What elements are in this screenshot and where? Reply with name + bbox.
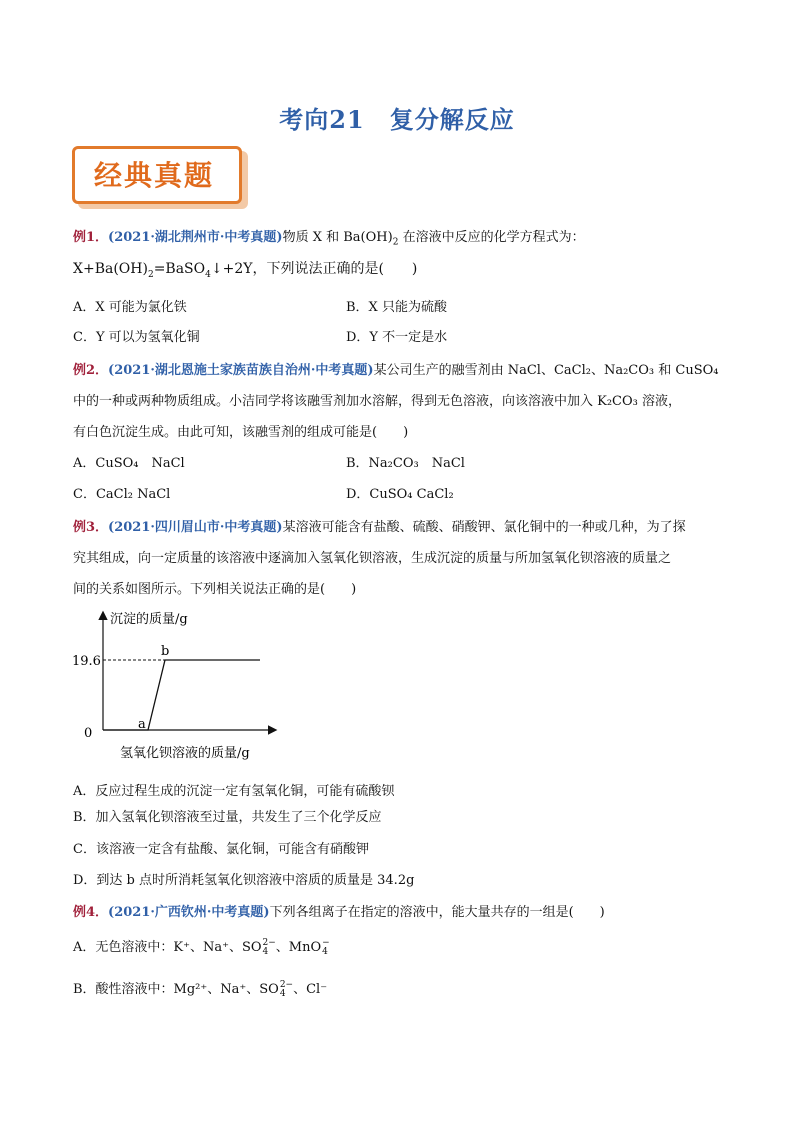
q1-text: 物质 X 和 Ba(OH) (282, 230, 393, 245)
q4-label: 例4． (73, 905, 109, 920)
q3-label: 例3． (73, 520, 109, 535)
q2-option-d[interactable]: D．CuSO₄ CaCl₂ (346, 487, 454, 502)
q4-text: 下列各组离子在指定的溶液中，能大量共存的一组是( ) (269, 905, 605, 920)
q1-option-b[interactable]: B．X 只能为硫酸 (346, 300, 447, 315)
origin-label: 0 (84, 726, 93, 741)
page-title: 考向21 复分解反应 (279, 105, 515, 134)
precipitate-chart (70, 605, 290, 765)
x-axis-label: 氢氧化钡溶液的质量/g (120, 746, 250, 761)
q4b-ion (280, 981, 293, 999)
q1-label: 例1． (73, 230, 109, 245)
q1-option-a[interactable]: A．X 可能为氯化铁 (73, 300, 187, 315)
eq-part-b: =BaSO (153, 261, 206, 277)
q4a-ion2 (322, 939, 330, 957)
q2-option-b[interactable]: B．Na₂CO₃ NaCl (346, 456, 465, 471)
q4a-sup2: − (322, 937, 330, 948)
q1-source: (2021·湖北荆州市·中考真题) (108, 230, 283, 245)
q4a-sub: 4 (262, 946, 269, 957)
q4a-mid: 、MnO (275, 940, 322, 955)
eq-sub-2: 4 (205, 269, 211, 280)
q1-text-b: 在溶液中反应的化学方程式为： (398, 230, 585, 245)
q3-source: (2021·四川眉山市·中考真题) (108, 520, 283, 535)
banner-text: 经典真题 (93, 159, 214, 192)
point-b-label: b (161, 644, 170, 659)
q3-option-c[interactable]: C．该溶液一定含有盐酸、氯化铜，可能含有硝酸钾 (73, 842, 369, 857)
q4-option-b[interactable] (73, 980, 327, 1000)
q1-equation (73, 257, 723, 288)
q4b-post: 、Cl⁻ (293, 982, 328, 997)
eq-part-a: X+Ba(OH) (73, 261, 148, 277)
q2-line1: 某公司生产的融雪剂由 NaCl、CaCl₂、Na₂CO₃ 和 CuSO₄ (373, 363, 719, 378)
q4-option-a[interactable] (73, 938, 330, 958)
q2-label: 例2． (73, 363, 109, 378)
q3-option-b[interactable]: B．加入氢氧化钡溶液至过量，共发生了三个化学反应 (73, 810, 382, 825)
q4b-text: B．酸性溶液中：Mg²⁺、Na⁺、SO (73, 982, 279, 997)
q4a-ion (263, 939, 276, 957)
q2-source: (2021·湖北恩施土家族苗族自治州·中考真题) (108, 363, 374, 378)
q4a-sub2: 4 (322, 946, 328, 957)
section-banner (72, 146, 250, 204)
q1-option-d[interactable]: D．Y 不一定是水 (346, 330, 448, 345)
eq-part-c: ↓+2Y，下列说法正确的是( ) (210, 261, 418, 277)
q2-option-c[interactable]: C．CaCl₂ NaCl (73, 487, 171, 502)
q2-option-a[interactable]: A．CuSO₄ NaCl (73, 456, 185, 471)
y-axis-label: 沉淀的质量/g (110, 612, 188, 627)
y-tick-label: 19.6 (72, 654, 101, 669)
q3-line1: 某溶液可能含有盐酸、硫酸、硝酸钾、氯化铜中的一种或几种，为了探 (282, 520, 686, 535)
question-3 (73, 515, 723, 540)
question-4 (73, 900, 723, 925)
q4a-sup: 2− (262, 937, 276, 948)
data-line (103, 660, 260, 730)
q2-line2: 中的一种或两种物质组成。小洁同学将该融雪剂加水溶解，得到无色溶液，向该溶液中加入 K₂CO₃ 溶液， (73, 394, 682, 409)
question-1 (73, 225, 723, 256)
eq-sub-1: 2 (147, 269, 154, 280)
q4b-sub: 4 (279, 988, 286, 999)
q1-sub: 2 (392, 237, 399, 248)
point-a-label: a (138, 717, 146, 732)
q3-line2: 究其组成，向一定质量的该溶液中逐滴加入氢氧化钡溶液，生成沉淀的质量与所加氢氧化钡溶液的质量之 (73, 551, 672, 566)
q2-line3: 有白色沉淀生成。由此可知，该融雪剂的组成可能是( ) (73, 425, 409, 440)
q3-line3: 间的关系如图所示。下列相关说法正确的是( ) (73, 582, 357, 597)
q3-option-d[interactable]: D．到达 b 点时所消耗氢氧化钡溶液中溶质的质量是 34.2g (73, 873, 415, 888)
q4b-sup: 2− (279, 979, 294, 990)
q3-option-a[interactable]: A．反应过程生成的沉淀一定有氢氧化铜，可能有硫酸钡 (73, 784, 395, 799)
q4a-text: A．无色溶液中：K⁺、Na⁺、SO (73, 940, 262, 955)
question-2 (73, 358, 723, 383)
q1-option-c[interactable]: C．Y 可以为氢氧化铜 (73, 330, 200, 345)
q4-source: (2021·广西钦州·中考真题) (108, 905, 270, 920)
